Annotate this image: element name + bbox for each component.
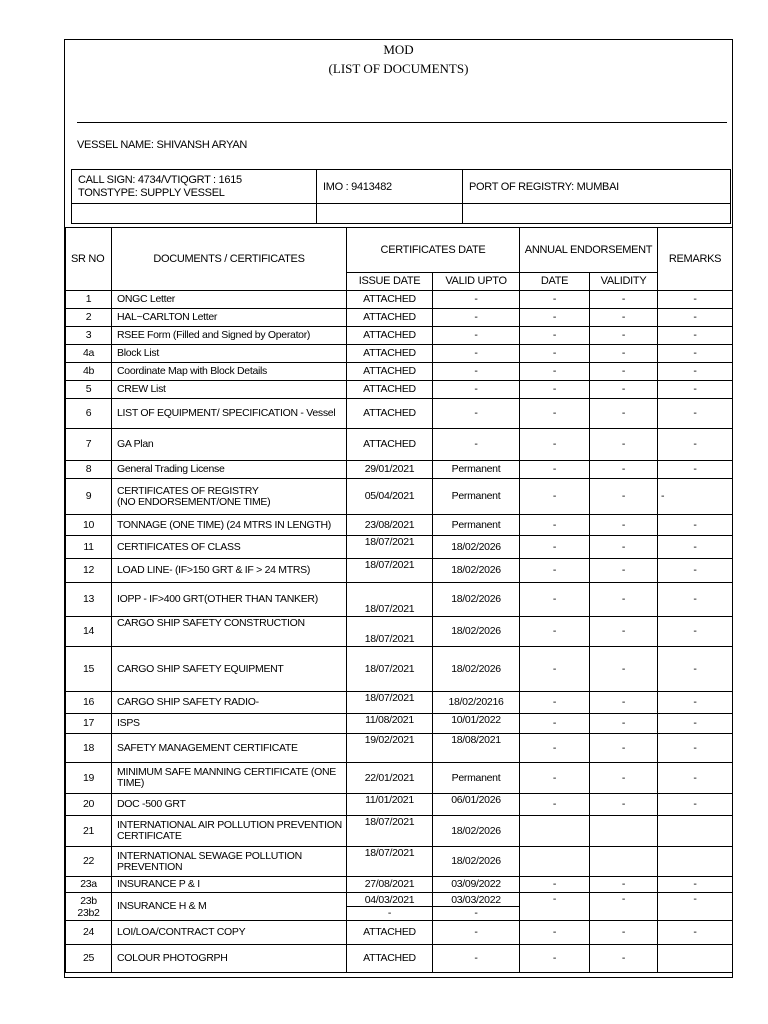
endorsement-validity-cell: [590, 816, 658, 847]
document-cell: TONNAGE (ONE TIME) (24 MTRS IN LENGTH): [112, 515, 347, 536]
sr-cell: 10: [66, 515, 112, 536]
document-cell: CERTIFICATES OF CLASS: [112, 536, 347, 559]
sr-cell: 4b: [66, 363, 112, 381]
sr-cell: 21: [66, 816, 112, 847]
sr-cell: 17: [66, 714, 112, 734]
remarks-cell: -: [658, 893, 733, 921]
issue-date-line: 04/03/2021: [364, 894, 415, 906]
header-documents: DOCUMENTS / CERTIFICATES: [112, 228, 347, 291]
header-date: DATE: [520, 273, 590, 291]
header-certificates-date: CERTIFICATES DATE: [347, 228, 520, 273]
document-cell: CREW List: [112, 381, 347, 399]
valid-upto-cell: 18/02/2026: [433, 647, 520, 692]
endorsement-validity-cell: -: [590, 714, 658, 734]
sr-cell: 13: [66, 583, 112, 617]
document-cell: CARGO SHIP SAFETY EQUIPMENT: [112, 647, 347, 692]
valid-upto-cell: Permanent: [433, 763, 520, 794]
header-annual-endorsement: ANNUAL ENDORSEMENT: [520, 228, 658, 273]
port-of-registry: PORT OF REGISTRY: MUMBAI: [463, 170, 731, 204]
valid-upto-cell: -: [433, 327, 520, 345]
issue-date-cell: [347, 893, 433, 921]
remarks-cell: -: [658, 381, 733, 399]
issue-date-cell: 18/07/2021: [347, 617, 433, 647]
remarks-cell: [658, 945, 733, 973]
endorsement-date-cell: -: [520, 763, 590, 794]
document-cell: General Trading License: [112, 461, 347, 479]
table-row: [66, 363, 733, 381]
endorsement-date-cell: -: [520, 345, 590, 363]
sr-cell: 22: [66, 847, 112, 877]
valid-upto-line: -: [433, 906, 519, 919]
document-cell: MINIMUM SAFE MANNING CERTIFICATE (ONE TIME): [112, 763, 347, 794]
title-list-of-documents: (LIST OF DOCUMENTS): [328, 61, 469, 76]
endorsement-validity-cell: -: [590, 536, 658, 559]
sr-cell: 18: [66, 734, 112, 763]
remarks-cell: [658, 847, 733, 877]
remarks-cell: -: [658, 479, 733, 515]
endorsement-date-cell: -: [520, 363, 590, 381]
document-cell: COLOUR PHOTOGRPH: [112, 945, 347, 973]
remarks-cell: -: [658, 515, 733, 536]
table-row: [66, 536, 733, 559]
endorsement-date-cell: -: [520, 734, 590, 763]
remarks-cell: -: [658, 345, 733, 363]
document-cell: Block List: [112, 345, 347, 363]
table-row: [66, 617, 733, 647]
table-row: [66, 692, 733, 714]
document-cell: RSEE Form (Filled and Signed by Operator): [112, 327, 347, 345]
endorsement-validity-cell: -: [590, 877, 658, 893]
document-cell: ISPS: [112, 714, 347, 734]
endorsement-validity-cell: -: [590, 945, 658, 973]
valid-upto-cell: Permanent: [433, 515, 520, 536]
remarks-cell: -: [658, 291, 733, 309]
valid-upto-cell: -: [433, 363, 520, 381]
document-cell: INSURANCE H & M: [112, 893, 347, 921]
empty-cell: [463, 204, 731, 224]
table-row: [66, 429, 733, 461]
endorsement-date-cell: -: [520, 893, 590, 921]
table-row: [66, 893, 733, 921]
valid-upto-cell: 18/02/2026: [433, 847, 520, 877]
endorsement-validity-cell: -: [590, 794, 658, 816]
sr-cell: 19: [66, 763, 112, 794]
valid-upto-cell: -: [433, 309, 520, 327]
table-row: [66, 515, 733, 536]
sr-cell: 20: [66, 794, 112, 816]
valid-upto-cell: Permanent: [433, 461, 520, 479]
sr-cell: 24: [66, 921, 112, 945]
sr-line: 23b: [80, 894, 97, 907]
valid-upto-cell: 18/02/2026: [433, 816, 520, 847]
table-row: [66, 647, 733, 692]
endorsement-date-cell: -: [520, 515, 590, 536]
issue-date-cell: 29/01/2021: [347, 461, 433, 479]
remarks-cell: [658, 816, 733, 847]
endorsement-validity-cell: -: [590, 309, 658, 327]
document-page: [64, 39, 733, 978]
endorsement-date-cell: -: [520, 583, 590, 617]
remarks-cell: -: [658, 617, 733, 647]
issue-date-cell: ATTACHED: [347, 945, 433, 973]
valid-upto-cell: Permanent: [433, 479, 520, 515]
header-issue-date: ISSUE DATE: [347, 273, 433, 291]
remarks-cell: -: [658, 461, 733, 479]
empty-cell: [72, 204, 317, 224]
endorsement-date-cell: -: [520, 461, 590, 479]
sr-cell: 3: [66, 327, 112, 345]
table-row: [66, 921, 733, 945]
valid-upto-cell: -: [433, 399, 520, 429]
endorsement-date-cell: -: [520, 559, 590, 583]
sr-cell: [66, 893, 112, 921]
endorsement-validity-cell: -: [590, 479, 658, 515]
document-cell: CARGO SHIP SAFETY RADIO-: [112, 692, 347, 714]
header-sr-no: SR NO: [66, 228, 112, 291]
document-cell: INSURANCE P & I: [112, 877, 347, 893]
issue-date-cell: 18/07/2021: [347, 847, 433, 877]
endorsement-validity-cell: -: [590, 291, 658, 309]
issue-date-cell: 18/07/2021: [347, 536, 433, 559]
endorsement-validity-cell: -: [590, 327, 658, 345]
remarks-cell: -: [658, 692, 733, 714]
sr-line: 23b2: [77, 906, 100, 919]
valid-upto-cell: -: [433, 429, 520, 461]
endorsement-validity-cell: [590, 847, 658, 877]
table-row: [66, 763, 733, 794]
valid-upto-cell: 06/01/2026: [433, 794, 520, 816]
endorsement-date-cell: -: [520, 429, 590, 461]
endorsement-date-cell: -: [520, 309, 590, 327]
endorsement-validity-cell: -: [590, 559, 658, 583]
document-cell: LOAD LINE- (IF>150 GRT & IF > 24 MTRS): [112, 559, 347, 583]
vessel-info-table: [71, 169, 731, 224]
remarks-cell: -: [658, 327, 733, 345]
endorsement-validity-cell: -: [590, 429, 658, 461]
imo-number: IMO : 9413482: [317, 170, 463, 204]
table-row: [66, 479, 733, 515]
remarks-cell: -: [658, 734, 733, 763]
remarks-cell: -: [658, 309, 733, 327]
remarks-cell: -: [658, 877, 733, 893]
valid-upto-cell: 18/02/2026: [433, 583, 520, 617]
call-sign-cell: [72, 170, 317, 204]
endorsement-validity-cell: -: [590, 399, 658, 429]
endorsement-date-cell: -: [520, 945, 590, 973]
endorsement-validity-cell: -: [590, 734, 658, 763]
endorsement-date-cell: -: [520, 327, 590, 345]
document-cell: SAFETY MANAGEMENT CERTIFICATE: [112, 734, 347, 763]
sr-cell: 8: [66, 461, 112, 479]
remarks-cell: -: [658, 794, 733, 816]
remarks-cell: -: [658, 647, 733, 692]
table-row: [66, 461, 733, 479]
table-row: [66, 345, 733, 363]
endorsement-date-cell: [520, 816, 590, 847]
issue-date-cell: 18/07/2021: [347, 559, 433, 583]
title-mod: MOD: [383, 42, 414, 57]
issue-date-cell: ATTACHED: [347, 363, 433, 381]
tonstype: TONSTYPE: SUPPLY VESSEL: [78, 186, 225, 199]
issue-date-cell: 05/04/2021: [347, 479, 433, 515]
issue-date-cell: 18/07/2021: [347, 647, 433, 692]
table-row: [66, 794, 733, 816]
document-cell: IOPP - IF>400 GRT(OTHER THAN TANKER): [112, 583, 347, 617]
issue-date-cell: 11/08/2021: [347, 714, 433, 734]
endorsement-date-cell: -: [520, 536, 590, 559]
endorsement-date-cell: [520, 847, 590, 877]
endorsement-date-cell: -: [520, 291, 590, 309]
valid-upto-cell: 18/08/2021: [433, 734, 520, 763]
endorsement-date-cell: -: [520, 399, 590, 429]
valid-upto-cell: [433, 893, 520, 921]
issue-date-line: -: [347, 906, 432, 919]
issue-date-cell: ATTACHED: [347, 345, 433, 363]
table-row: [66, 327, 733, 345]
table-row: [66, 381, 733, 399]
endorsement-validity-cell: -: [590, 647, 658, 692]
document-cell: INTERNATIONAL AIR POLLUTION PREVENTION CERTIFICATE: [112, 816, 347, 847]
endorsement-validity-cell: -: [590, 692, 658, 714]
issue-date-cell: 18/07/2021: [347, 583, 433, 617]
sr-cell: 16: [66, 692, 112, 714]
issue-date-cell: ATTACHED: [347, 429, 433, 461]
issue-date-cell: 19/02/2021: [347, 734, 433, 763]
sr-cell: 7: [66, 429, 112, 461]
valid-upto-cell: -: [433, 945, 520, 973]
document-cell: LOI/LOA/CONTRACT COPY: [112, 921, 347, 945]
header-divider: [77, 122, 727, 123]
document-cell: GA Plan: [112, 429, 347, 461]
endorsement-validity-cell: -: [590, 381, 658, 399]
issue-date-cell: ATTACHED: [347, 291, 433, 309]
table-row: [66, 583, 733, 617]
sr-cell: 15: [66, 647, 112, 692]
table-row: [66, 816, 733, 847]
valid-upto-cell: 10/01/2022: [433, 714, 520, 734]
table-row: [66, 945, 733, 973]
header-valid-upto: VALID UPTO: [433, 273, 520, 291]
valid-upto-cell: -: [433, 291, 520, 309]
header-validity: VALIDITY: [590, 273, 658, 291]
sr-cell: 6: [66, 399, 112, 429]
endorsement-date-cell: -: [520, 617, 590, 647]
document-cell: HAL~CARLTON Letter: [112, 309, 347, 327]
issue-date-cell: 11/01/2021: [347, 794, 433, 816]
remarks-cell: -: [658, 429, 733, 461]
call-sign: CALL SIGN: 4734/VTIQGRT : 1615: [78, 173, 242, 186]
remarks-cell: -: [658, 714, 733, 734]
issue-date-cell: 27/08/2021: [347, 877, 433, 893]
table-row: [66, 714, 733, 734]
document-cell: ONGC Letter: [112, 291, 347, 309]
endorsement-validity-cell: -: [590, 893, 658, 921]
endorsement-validity-cell: -: [590, 363, 658, 381]
remarks-cell: -: [658, 559, 733, 583]
document-line: (NO ENDORSEMENT/ONE TIME): [117, 495, 271, 508]
document-cell: Coordinate Map with Block Details: [112, 363, 347, 381]
remarks-cell: -: [658, 399, 733, 429]
header-remarks: REMARKS: [658, 228, 733, 291]
valid-upto-cell: 18/02/2026: [433, 617, 520, 647]
remarks-cell: -: [658, 763, 733, 794]
issue-date-cell: ATTACHED: [347, 921, 433, 945]
document-cell: [112, 479, 347, 515]
document-line: CERTIFICATES OF REGISTRY: [117, 484, 259, 497]
sr-cell: 11: [66, 536, 112, 559]
remarks-cell: -: [658, 536, 733, 559]
remarks-cell: -: [658, 363, 733, 381]
issue-date-cell: 22/01/2021: [347, 763, 433, 794]
valid-upto-cell: 18/02/2026: [433, 559, 520, 583]
table-row: [66, 877, 733, 893]
endorsement-validity-cell: -: [590, 921, 658, 945]
table-row: [66, 847, 733, 877]
endorsement-validity-cell: -: [590, 515, 658, 536]
endorsement-date-cell: -: [520, 714, 590, 734]
table-row: [66, 734, 733, 763]
endorsement-date-cell: -: [520, 921, 590, 945]
endorsement-validity-cell: -: [590, 461, 658, 479]
valid-upto-cell: -: [433, 345, 520, 363]
valid-upto-cell: -: [433, 381, 520, 399]
remarks-cell: -: [658, 583, 733, 617]
endorsement-validity-cell: -: [590, 763, 658, 794]
valid-upto-line: 03/03/2022: [451, 894, 501, 906]
table-row: [66, 399, 733, 429]
endorsement-date-cell: -: [520, 794, 590, 816]
empty-cell: [317, 204, 463, 224]
sr-cell: 23a: [66, 877, 112, 893]
issue-date-cell: 23/08/2021: [347, 515, 433, 536]
issue-date-cell: 18/07/2021: [347, 692, 433, 714]
endorsement-date-cell: -: [520, 877, 590, 893]
documents-table: [65, 227, 733, 973]
remarks-cell: -: [658, 921, 733, 945]
sr-cell: 12: [66, 559, 112, 583]
endorsement-date-cell: -: [520, 692, 590, 714]
document-cell: INTERNATIONAL SEWAGE POLLUTION PREVENTION: [112, 847, 347, 877]
endorsement-date-cell: -: [520, 381, 590, 399]
valid-upto-cell: 18/02/20216: [433, 692, 520, 714]
issue-date-cell: ATTACHED: [347, 381, 433, 399]
document-cell: DOC -500 GRT: [112, 794, 347, 816]
endorsement-validity-cell: -: [590, 617, 658, 647]
sr-cell: 9: [66, 479, 112, 515]
table-row: [66, 309, 733, 327]
valid-upto-cell: -: [433, 921, 520, 945]
sr-cell: 25: [66, 945, 112, 973]
valid-upto-cell: 18/02/2026: [433, 536, 520, 559]
issue-date-cell: ATTACHED: [347, 327, 433, 345]
issue-date-cell: ATTACHED: [347, 399, 433, 429]
issue-date-cell: 18/07/2021: [347, 816, 433, 847]
sr-cell: 4a: [66, 345, 112, 363]
table-row: [66, 559, 733, 583]
table-row: [66, 291, 733, 309]
issue-date-cell: ATTACHED: [347, 309, 433, 327]
endorsement-date-cell: -: [520, 647, 590, 692]
vessel-name: VESSEL NAME: SHIVANSH ARYAN: [77, 139, 247, 151]
valid-upto-cell: 03/09/2022: [433, 877, 520, 893]
sr-cell: 14: [66, 617, 112, 647]
sr-cell: 1: [66, 291, 112, 309]
endorsement-date-cell: -: [520, 479, 590, 515]
document-cell: LIST OF EQUIPMENT/ SPECIFICATION - Vessel: [112, 399, 347, 429]
endorsement-validity-cell: -: [590, 345, 658, 363]
sr-cell: 5: [66, 381, 112, 399]
endorsement-validity-cell: -: [590, 583, 658, 617]
sr-cell: 2: [66, 309, 112, 327]
document-cell: CARGO SHIP SAFETY CONSTRUCTION: [112, 617, 347, 647]
